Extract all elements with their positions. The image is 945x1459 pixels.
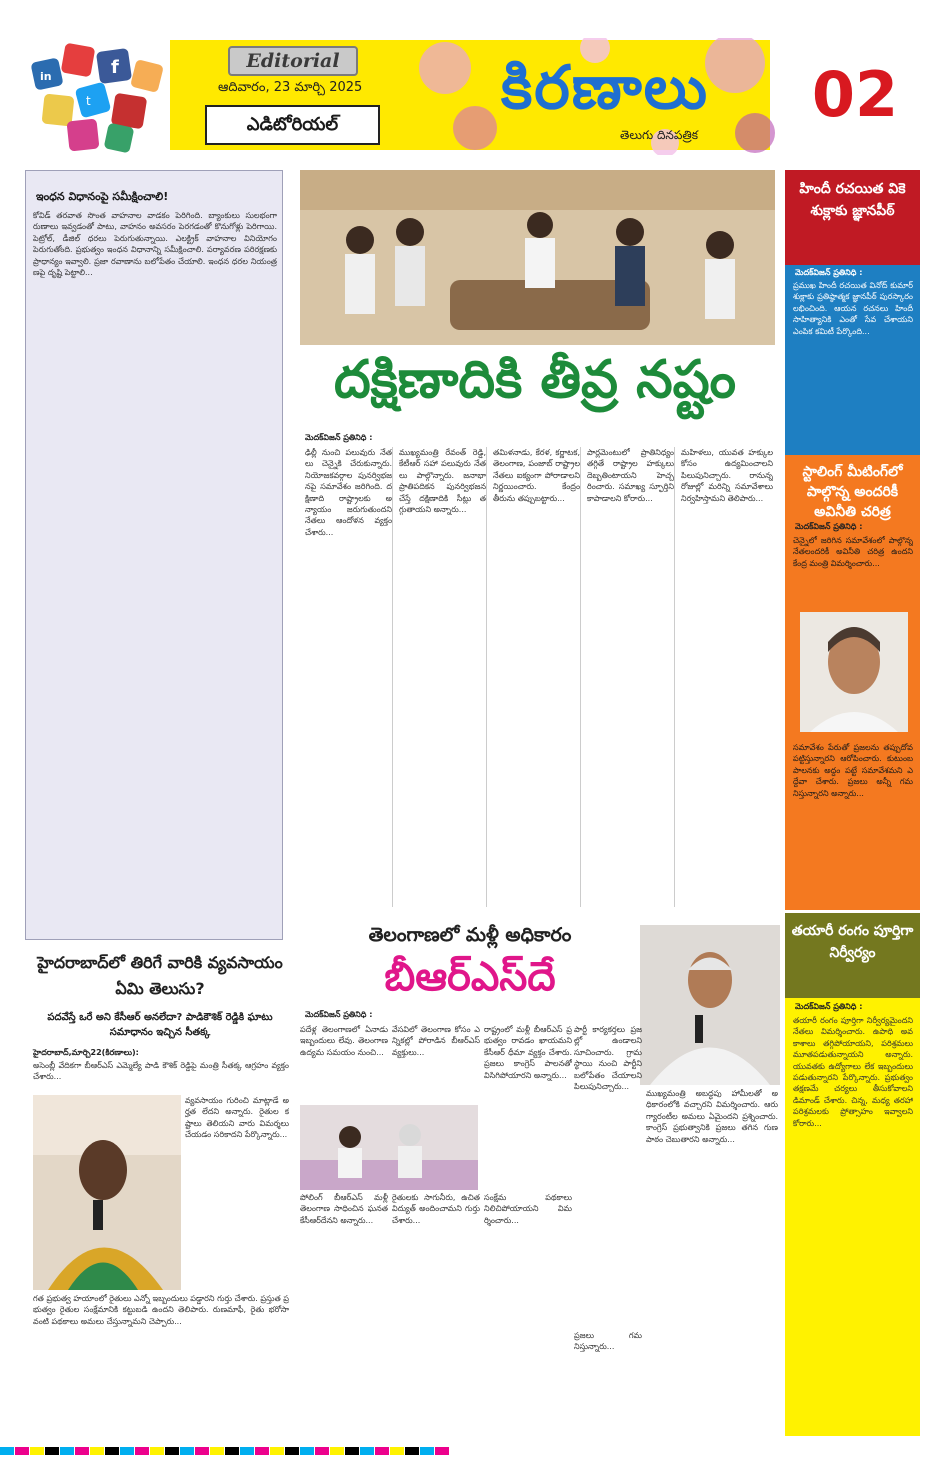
- issue-date: ఆదివారం, 23 మార్చి 2025: [218, 80, 363, 95]
- bottom-center-column: రైతులకు సాగునీరు, ఉచిత విద్యుత్ అందించామని గుర్తు చేశారు...: [392, 1193, 480, 1225]
- editorial-headline: ఇంధన విధానంపై సమీక్షించాలి!: [36, 190, 169, 203]
- bottom-center-column: ముఖ్యమంత్రి అబద్ధపు హామీలతో అధికారంలోకి వచ్చారని విమర్శించారు. ఆరు గ్యారంటీల అమలు ఏమైందని ప్రశ్నించారు. కాంగ్రెస్ ప్రభుత్వానికి ప్రజలు తగిన గుణపాఠం చెబుతారని అన్నారు...: [646, 1089, 778, 1144]
- bottom-center-column: రాష్ట్రంలో మళ్లీ బీఆర్ఎస్ ప్రభుత్వం రావడం ఖాయమని కేసీఆర్ ధీమా వ్యక్తం చేశారు. ప్రజలు కాంగ్రెస్ పాలనతో విసిగిపోయారని అన్నారు...: [484, 1025, 572, 1080]
- svg-text:in: in: [40, 70, 52, 83]
- sidebar-text-2a: చెన్నైలో జరిగిన సమావేశంలో పాల్గొన్న నేతలందరికీ అవినీతి చరిత్ర ఉందని కేంద్ర మంత్రి విమర్శించారు...: [793, 536, 913, 568]
- speaker-photo: [33, 1095, 181, 1290]
- sidebar-dateline-2: మెదక్‌విజన్ ప్రతినిధి :: [795, 522, 863, 531]
- sidebar-text-1: ప్రముఖ హిందీ రచయిత వినోద్ కుమార్ శుక్లాకు ప్రతిష్ఠాత్మక జ్ఞానపీఠ్ పురస్కారం లభించింది. ఆయన రచనలు హిందీ సాహిత్యానికి ఎంతో సేవ చేశాయని ఎంపిక కమిటీ పేర్కొంది...: [793, 281, 913, 336]
- bottom-left-text: అసెంబ్లీ వేదికగా బీఆర్ఎస్ ఎమ్మెల్యే పాడి కౌశిక్ రెడ్డిపై మంత్రి సీతక్క ఆగ్రహం వ్యక్తం చేశారు...: [33, 1061, 289, 1082]
- bottom-center-dateline: మెదక్‌విజన్ ప్రతినిధి :: [305, 1010, 373, 1019]
- sidebar-text-2b: సమావేశం పేరుతో ప్రజలను తప్పుదోవ పట్టిస్తున్నారని ఆరోపించారు. కుటుంబ పాలనకు అద్దం పట్టే సమావేశమని ఎద్దేవా చేశారు. ప్రజలు అన్నీ గమనిస్తున్నారని అన్నారు...: [793, 743, 913, 798]
- lead-column: ఢిల్లీ నుంచి పలువురు నేతలు చెన్నైకి చేరుకున్నారు. నియోజకవర్గాల పునర్విభజనపై సమావేశం జరిగింది. దక్షిణాది రాష్ట్రాలకు అన్యాయం జరుగుతుందని నేతలు ఆందోళన వ్యక్తం చేశారు...: [305, 447, 393, 907]
- svg-text:t: t: [86, 94, 91, 108]
- bottom-center-column: సంక్షేమ పథకాలు నిలిచిపోయాయని విమర్శించారు...: [484, 1193, 572, 1225]
- sidebar-portrait-photo: [800, 612, 908, 732]
- bottom-left-subheadline: పదవేస్తే ఒరే అని కేసీఆర్ అనలేదా? పాడికౌశిక్ రెడ్డికి ఘాటు సమాధానం ఇచ్చిన సీతక్క: [47, 1012, 273, 1038]
- lead-story-photo: [300, 170, 775, 345]
- newspaper-tagline: తెలుగు దినపత్రిక: [620, 128, 699, 142]
- editorial-badge: Editorial: [228, 46, 358, 76]
- lead-column: తమిళనాడు, కేరళ, కర్ణాటక, తెలంగాణ, పంజాబ్ రాష్ట్రాల నేతలు ఐక్యంగా పోరాడాలని నిర్ణయించారు. కేంద్రం తీరును తప్పుబట్టారు...: [493, 447, 581, 907]
- sidebar-headline-2: స్టాలింగ్ మీటింగ్‌లో పాల్గొన్న అందరికీ అవినీతి చరిత్ర: [802, 464, 903, 520]
- lead-column: ముఖ్యమంత్రి రేవంత్ రెడ్డి, కేటీఆర్ సహా పలువురు నేతలు పాల్గొన్నారు. జనాభా ప్రాతిపదికన పునర్విభజన చేస్తే దక్షిణాదికి సీట్లు తగ్గుతాయని అన్నారు...: [399, 447, 487, 907]
- editorial-text: కోవిడ్ తరవాత సొంత వాహనాల వాడకం పెరిగింది. బ్యాంకులు సులభంగా రుణాలు ఇవ్వడంతో పాటు, వాహనం అవసరం పెరగడంతో కొనుగోళ్లు పెరిగాయి. పెట్రోల్, డీజిల్ ధరలు పెరుగుతున్నాయి. ఎలక్ట్రిక్ వాహనాల వినియోగం పెరుగుతోంది. ప్రభుత్వం ఇంధన విధానాన్ని సమీక్షించాలి. పర్యావరణ పరిరక్షణకు ప్రాధాన్యం ఇవ్వాలి. ప్రజా రవాణాను బలోపేతం చేయాలి. ఇంధన ధరల నియంత్రణపై దృష్టి పెట్టాలి...: [33, 211, 277, 278]
- bottom-center-headline-highlight: బీఆర్ఎస్‌దే: [384, 954, 556, 1000]
- bottom-center-column: పదేళ్ల తెలంగాణలో ఏనాడు ఇబ్బందులు లేవు. తెలంగాణ ఉద్యమ సమయం నుంచి...: [300, 1025, 388, 1057]
- bottom-center-column: పోలింగ్ బీఆర్ఎస్ మళ్లీ తెలంగాణ సాధించిన ఘనత కేసీఆర్‌దేనని అన్నారు...: [300, 1193, 388, 1225]
- bottom-left-text: గత ప్రభుత్వ హయాంలో రైతులు ఎన్నో ఇబ్బందులు పడ్డారని గుర్తు చేశారు. ప్రస్తుత ప్రభుత్వం రైతుల సంక్షేమానికి కట్టుబడి ఉందని తెలిపారు. రుణమాఫీ, రైతు భరోసా వంటి పథకాలు అమలు చేస్తున్నామని చెప్పారు...: [33, 1294, 289, 1326]
- lead-column: మహిళలు, యువత హక్కుల కోసం ఉద్యమించాలని పిలుపునిచ్చారు. రానున్న రోజుల్లో మరిన్ని సమావేశాలు నిర్వహిస్తామని తెలిపారు...: [681, 448, 773, 503]
- bottom-center-column: పార్టీ కార్యకర్తలు ప్రజల్లో ఉండాలని సూచించారు. గ్రామస్థాయి నుంచి పార్టీని బలోపేతం చేయాలని పిలుపునిచ్చారు...: [574, 1025, 642, 1092]
- bottom-left-dateline: హైదరాబాద్,మార్చి22(కిరణాలు):: [33, 1048, 139, 1057]
- print-color-bar: [0, 1440, 945, 1450]
- sidebar-text-3: తయారీ రంగం పూర్తిగా నిర్వీర్యమైందని నేతలు విమర్శించారు. ఉపాధి అవకాశాలు తగ్గిపోయాయని, పరిశ్రమలు మూతపడుతున్నాయని అన్నారు. యువతకు ఉద్యోగాలు లేక ఇబ్బందులు పడుతున్నారని పేర్కొన్నారు. ప్రభుత్వం తక్షణమే చర్యలు తీసుకోవాలని డిమాండ్ చేశారు. చిన్న, మధ్య తరహా పరిశ్రమలకు ప్రోత్సాహం ఇవ్వాలని కోరారు...: [793, 1016, 913, 1128]
- sidebar-dateline-3: మెదక్‌విజన్ ప్రతినిధి :: [795, 1002, 863, 1011]
- section-title: ఎడిటోరియల్: [205, 105, 380, 145]
- kcr-photo: [640, 925, 780, 1085]
- leaders-photo: [300, 1105, 478, 1190]
- bottom-left-text: వ్యవసాయం గురించి మాట్లాడే అర్హత లేదని అన్నారు. రైతుల కష్టాలు తెలియని వారు విమర్శలు చేయడం సరికాదని పేర్కొన్నారు...: [185, 1096, 289, 1140]
- sidebar-dateline-1: మెదక్‌విజన్ ప్రతినిధి :: [795, 268, 863, 277]
- newspaper-logo: కిరణాలు: [500, 53, 710, 123]
- sidebar-headline-3: తయారీ రంగం పూర్తిగా నిర్వీర్యం: [791, 923, 914, 961]
- bottom-left-headline: హైదరాబాద్‌లో తిరిగే వారికి వ్యవసాయం ఏమి తెలుసు?: [37, 953, 283, 998]
- lead-headline: దక్షిణాదికి తీవ్ర నష్టం: [333, 350, 737, 410]
- bottom-center-column: ప్రజలు గమనిస్తున్నారు...: [574, 1331, 642, 1352]
- sidebar-headline-1: హిందీ రచయిత వికె శుక్లాకు జ్ఞానపీఠ్: [799, 181, 906, 219]
- page-number: 02: [811, 58, 899, 131]
- svg-text:f: f: [111, 57, 119, 78]
- social-media-icons: [28, 40, 178, 155]
- lead-dateline: మెదక్‌విజన్ ప్రతినిధి :: [305, 433, 373, 442]
- lead-column: పార్లమెంటులో ప్రాతినిధ్యం తగ్గితే రాష్ట్రాల హక్కులు దెబ్బతింటాయని హెచ్చరించారు. సమాఖ్య స్ఫూర్తిని కాపాడాలని కోరారు...: [587, 447, 675, 907]
- bottom-center-headline: తెలంగాణలో మళ్లీ అధికారం: [368, 924, 572, 946]
- bottom-center-column: వేసవిలో తెలంగాణ కోసం ఎన్నికల్లో పోరాడిన బీఆర్ఎస్ వ్యక్తులు...: [392, 1025, 480, 1057]
